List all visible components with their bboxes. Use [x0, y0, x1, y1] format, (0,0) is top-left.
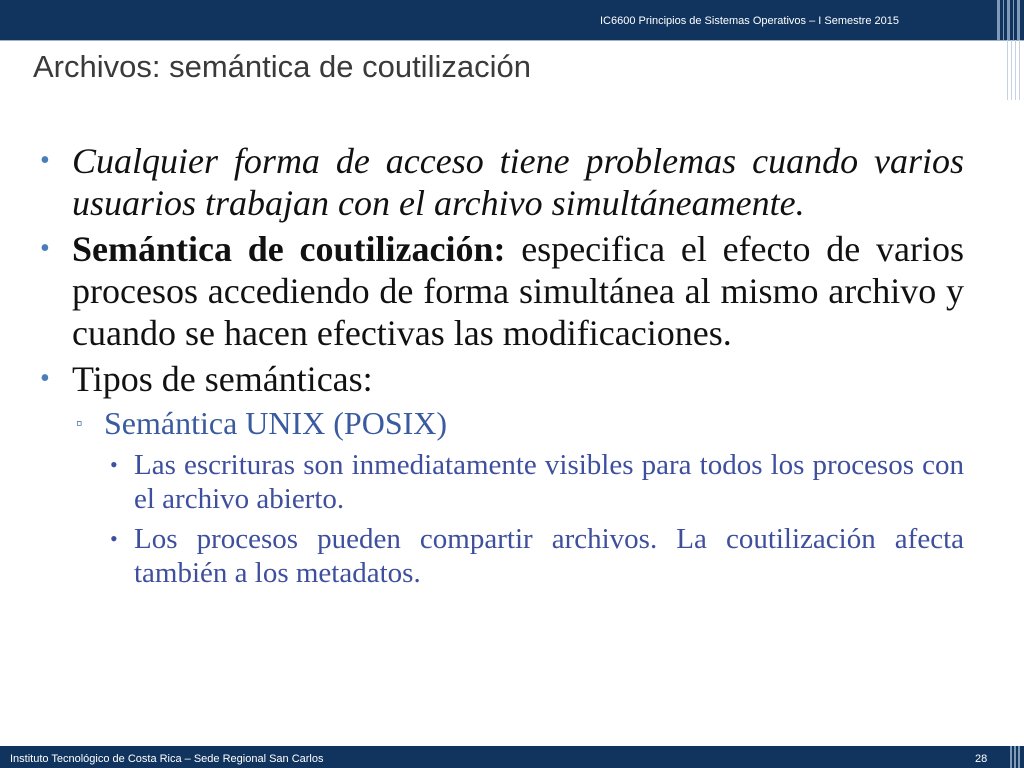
- bullet-text: especifica el efecto de varios procesos accediendo de forma simultánea al mismo archivo y cuando se hacen efectivas las modificaciones.: [72, 229, 964, 353]
- bullet-dot-icon: •: [40, 233, 50, 264]
- bullet-text: Tipos de semánticas:: [72, 359, 373, 399]
- sub-sub-bullet-item: [40, 448, 964, 516]
- footer-bar: [0, 746, 1024, 768]
- slide-body: [40, 140, 964, 590]
- footer-institution: Instituto Tecnológico de Costa Rica – Sede Regional San Carlos: [10, 753, 324, 765]
- bullet-dot-icon: •: [40, 145, 50, 176]
- header-decoration: [960, 0, 1024, 40]
- page-number: 28: [975, 753, 988, 765]
- sub-sub-bullet-text: Los procesos pueden compartir archivos. La coutilización afecta también a los metadatos.: [134, 523, 964, 589]
- header-divider: [0, 40, 1024, 41]
- footer-decoration: [996, 746, 1024, 768]
- corner-decoration: [960, 40, 1024, 100]
- square-bullet-icon: ▫: [76, 413, 83, 433]
- bullet-item: [40, 228, 964, 354]
- dot-bullet-icon: •: [110, 526, 118, 551]
- bullet-item: [40, 140, 964, 224]
- sub-bullet-item: [40, 404, 964, 442]
- bullet-text: Cualquier forma de acceso tiene problemas cuando varios usuarios trabajan con el archivo simultáneamente.: [72, 141, 964, 223]
- bullet-bold-term: Semántica de coutilización:: [72, 229, 506, 269]
- sub-sub-bullet-text: Las escrituras son inmediatamente visibles para todos los procesos con el archivo abierto.: [134, 449, 964, 515]
- slide-title: Archivos: semántica de coutilización: [33, 49, 531, 84]
- course-header: IC6600 Principios de Sistemas Operativos – I Semestre 2015: [600, 15, 899, 27]
- bullet-dot-icon: •: [40, 363, 50, 394]
- header-bar: [0, 0, 1024, 40]
- bullet-item: [40, 358, 964, 400]
- sub-bullet-text: Semántica UNIX (POSIX): [104, 405, 448, 441]
- dot-bullet-icon: •: [110, 452, 118, 477]
- sub-sub-bullet-item: [40, 522, 964, 590]
